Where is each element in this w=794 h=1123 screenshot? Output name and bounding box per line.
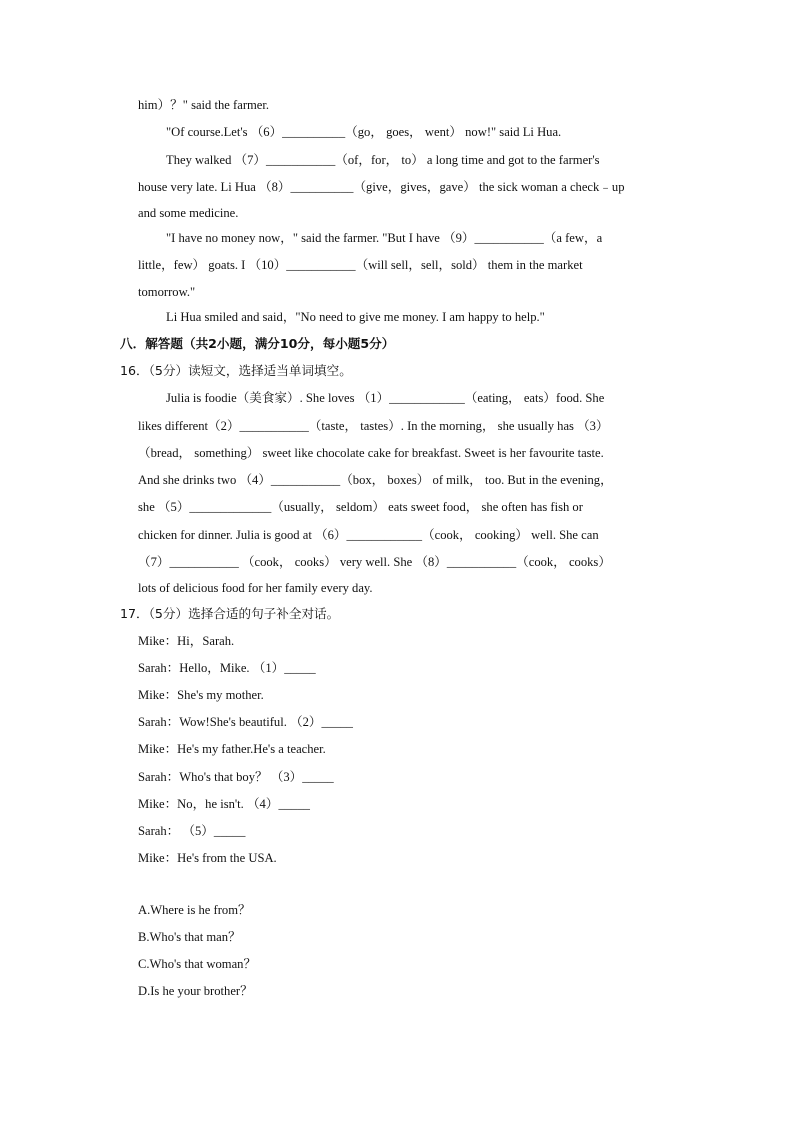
- question-17-title: 17．（5分）选择合适的句子补全对话。: [120, 606, 340, 621]
- passage-line: him）？" said the farmer.: [138, 98, 270, 112]
- q16-line: she （5）_____________（usually， seldom） eats sweet food， she often has fish or: [138, 500, 583, 514]
- question-16-title: 16．（5分）读短文，选择适当单词填空。: [120, 363, 352, 378]
- dialogue-line: Sarah：Who's that boy？ （3）_____: [138, 770, 334, 784]
- q16-line: （7）___________ （cook， cooks） very well. She （8）___________（cook， cooks）: [138, 555, 611, 569]
- dialogue-line: Mike：She's my mother.: [138, 688, 264, 702]
- q16-line: And she drinks two （4）___________（box， boxes） of milk， too. But in the evening，: [138, 473, 613, 487]
- option-a: A.Where is he from？: [138, 903, 251, 917]
- passage-line: and some medicine.: [138, 206, 239, 220]
- q16-line: （bread， something） sweet like chocolate cake for breakfast. Sweet is her favourite taste.: [138, 446, 604, 460]
- passage-line: Li Hua smiled and said，"No need to give me money. I am happy to help.": [166, 310, 545, 324]
- passage-line: little，few） goats. I （10）___________（will sell，sell，sold） them in the market: [138, 258, 583, 272]
- passage-line: house very late. Li Hua （8）__________（give，gives，gave） the sick woman a check﹣up: [138, 180, 625, 194]
- q16-line: lots of delicious food for her family every day.: [138, 581, 373, 595]
- passage-line: tomorrow.": [138, 285, 196, 299]
- option-b: B.Who's that man？: [138, 930, 241, 944]
- dialogue-line: Sarah：Wow!She's beautiful. （2）_____: [138, 715, 353, 729]
- passage-line: "Of course.Let's （6）__________（go， goes， went） now!" said Li Hua.: [166, 125, 562, 139]
- passage-line: "I have no money now，" said the farmer. "But I have （9）___________（a few，a: [166, 231, 603, 245]
- q16-line: chicken for dinner. Julia is good at （6）____________（cook， cooking） well. She can: [138, 528, 599, 542]
- q16-line: likes different（2）___________（taste， tastes）. In the morning， she usually has （3）: [138, 419, 609, 433]
- dialogue-line: Mike：No，he isn't. （4）_____: [138, 797, 310, 811]
- dialogue-line: Sarah： （5）_____: [138, 824, 246, 838]
- dialogue-line: Mike：Hi，Sarah.: [138, 634, 235, 648]
- q16-line: Julia is foodie（美食家）. She loves （1）____________（eating， eats）food. She: [166, 391, 605, 405]
- option-d: D.Is he your brother？: [138, 984, 253, 998]
- dialogue-line: Sarah：Hello，Mike. （1）_____: [138, 661, 316, 675]
- dialogue-line: Mike：He's my father.He's a teacher.: [138, 742, 326, 756]
- passage-line: They walked （7）___________（of，for， to） a long time and got to the farmer's: [166, 153, 600, 167]
- option-c: C.Who's that woman？: [138, 957, 257, 971]
- section-header: 八．解答题（共2小题，满分10分，每小题5分）: [120, 336, 395, 351]
- dialogue-line: Mike：He's from the USA.: [138, 851, 277, 865]
